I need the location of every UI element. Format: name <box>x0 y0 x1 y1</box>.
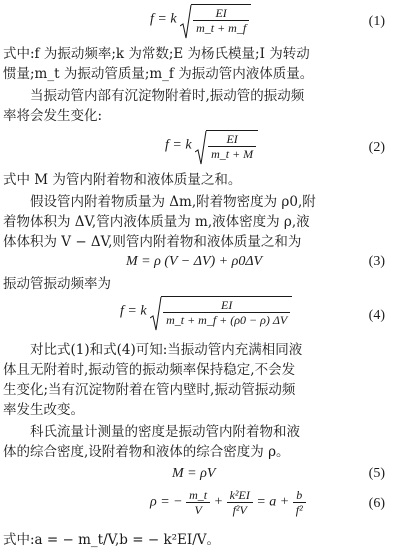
equation-3: M = ρ (V − ΔV) + ρ0ΔV <box>126 254 263 269</box>
eq3-label: (3) <box>368 254 385 269</box>
eq6-frac2-denominator: f²V <box>232 503 247 517</box>
eq6-frac2-numerator: k²EI <box>227 488 253 503</box>
equation-1 <box>150 4 251 35</box>
equation-6 <box>150 488 306 517</box>
eq6-plus: + <box>213 494 224 510</box>
eq6-lhs: ρ = − <box>150 494 183 510</box>
text-line-5: 式中 M 为管内附着物和液体质量之和。 <box>3 172 242 188</box>
text-line-14: 科氏流量计测量的密度是振动管内附着物和液 <box>30 424 300 440</box>
eq6-frac3-denominator: f² <box>295 503 303 517</box>
eq2-sqrt <box>195 130 258 161</box>
eq1-label: (1) <box>368 14 385 29</box>
eq1-numerator: EI <box>193 6 249 21</box>
eq2-label: (2) <box>368 140 385 155</box>
eq2-lhs: f = k <box>165 137 192 153</box>
eq4-sqrt <box>150 296 292 327</box>
eq4-lhs: f = k <box>120 303 147 319</box>
text-line-8: 体体积为 V − ΔV,则管内附着物和液体质量之和为 <box>3 234 302 250</box>
equation-4 <box>120 296 292 327</box>
eq4-numerator: EI <box>163 298 290 313</box>
eq1-sqrt <box>180 4 251 35</box>
eq6-frac1-denominator: V <box>194 503 202 517</box>
eq6-label: (6) <box>368 496 385 511</box>
text-line-6: 假设管内附着物质量为 Δm,附着物密度为 ρ0,附 <box>30 194 316 210</box>
eq6-frac1-numerator: m_t <box>186 488 210 503</box>
text-line-2: 惯量;m_t 为振动管质量;m_f 为振动管内液体质量。 <box>3 66 314 82</box>
text-line-11: 体且无附着时,振动管的振动频率保持稳定,不会发 <box>3 362 296 378</box>
eq1-lhs: f = k <box>150 11 177 27</box>
eq2-numerator: EI <box>208 132 256 147</box>
eq1-denominator: m_t + m_f <box>196 21 247 35</box>
text-line-7: 着物体积为 ΔV,管内液体质量为 m,液体密度为 ρ,液 <box>3 214 310 230</box>
text-line-3: 当振动管内部有沉淀物附着时,振动管的振动频 <box>30 88 305 104</box>
eq4-denominator: m_t + m_f + (ρ0 − ρ) ΔV <box>166 313 288 327</box>
text-line-16: 式中:a = − m_t/V,b = − k²EI/V。 <box>3 532 221 548</box>
text-line-12: 生变化;当有沉淀物附着在管内壁时,振动管振动频 <box>3 382 296 398</box>
eq6-middle: = a + <box>256 494 290 510</box>
equation-5: M = ρV <box>172 466 216 481</box>
eq2-denominator: m_t + M <box>211 147 254 161</box>
eq4-label: (4) <box>368 308 385 323</box>
text-line-1: 式中:f 为振动频率;k 为常数;E 为杨氏模量;I 为转动 <box>3 46 310 62</box>
text-line-10: 对比式(1)和式(4)可知:当振动管内充满相同液 <box>30 342 303 358</box>
text-line-13: 率发生改变。 <box>3 402 84 418</box>
text-line-9: 振动管振动频率为 <box>3 276 111 292</box>
eq6-frac3-numerator: b <box>293 488 306 503</box>
equation-2 <box>165 130 258 161</box>
eq5-label: (5) <box>368 466 385 481</box>
text-line-4: 率将会发生变化: <box>3 108 103 124</box>
text-line-15: 体的综合密度,设附着物和液体的综合密度为 ρ。 <box>3 444 290 460</box>
